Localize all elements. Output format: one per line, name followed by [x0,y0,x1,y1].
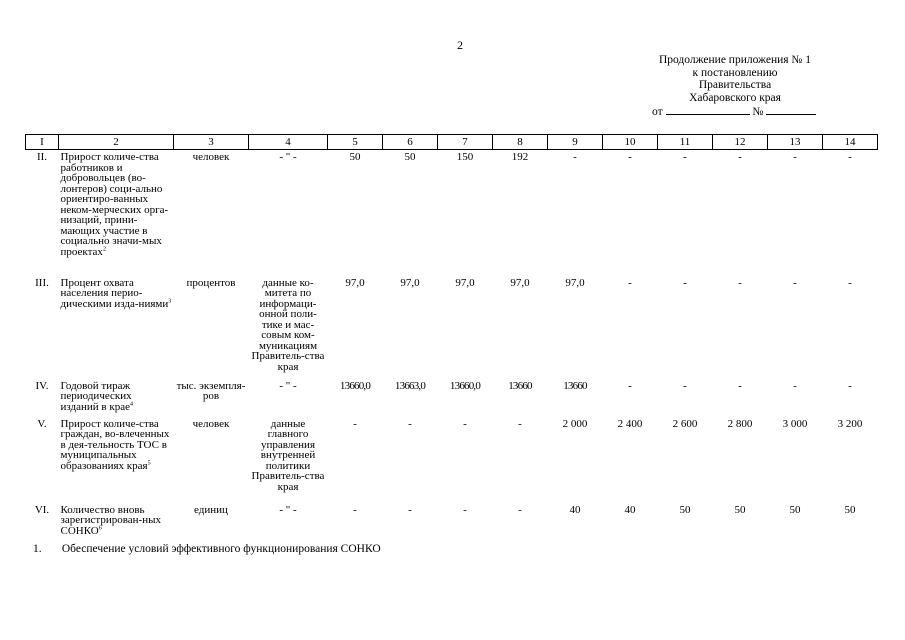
indicator-name-text: Количество вновь зарегистрирован-ных СОНКО [60,503,161,537]
value-cell: 50 [404,151,416,163]
table-row [26,379,878,417]
value-cell: 13660,0 [449,379,481,392]
value-cell: - [793,379,797,392]
value-cell: 2 400 [617,417,643,430]
value-cell: - [848,379,852,392]
value-cell: 13660 [508,379,532,392]
footnote-mark: 3 [168,297,172,304]
table-row [26,417,878,503]
value-cell: 150 [456,151,474,163]
value-cell: - [793,151,797,163]
column-header: 10 [603,135,658,150]
value-cell: 40 [624,503,636,516]
value-cell: - [683,379,687,392]
indicator-name-text: Прирост количе-ства граждан, во-влеченных в дея-тельность ТОС в муниципальных образованиях края [60,417,170,472]
header-line-2: к постановлению [692,66,778,79]
row-number: VI. [34,503,50,516]
value-cell: - [463,503,467,516]
column-header: 7 [438,135,493,150]
table-row [26,503,878,541]
unit: человек [192,151,230,163]
footnote-mark: 4 [129,400,133,407]
indicator-name [59,379,174,417]
column-header: 5 [328,135,383,150]
value-cell: 2 800 [727,417,753,430]
approval-header [640,54,830,119]
data-source: - " - [279,503,297,516]
indicator-name [59,150,174,276]
value-cell: 97,0 [510,276,530,289]
indicator-name [59,417,174,503]
value-cell: - [683,276,687,289]
value-cell: 50 [844,503,856,516]
date-blank [666,104,750,115]
value-cell: - [518,417,522,430]
data-source: - " - [279,379,297,392]
column-header: 2 [59,135,174,150]
value-cell: - [518,503,522,516]
value-cell: - [408,417,412,430]
value-cell: - [848,276,852,289]
value-cell: - [848,151,852,163]
table-row [26,276,878,379]
indicator-name [59,276,174,379]
value-cell: - [628,379,632,392]
header-line-1: Продолжение приложения № 1 [658,54,812,66]
value-cell: - [463,417,467,430]
header-line-3: Правительства [698,79,772,91]
page-number: 2 [457,38,463,52]
value-cell: 13663,0 [394,379,426,392]
unit: человек [192,417,230,430]
value-cell: - [353,417,357,430]
unit: тыс. экземпля-ров [176,379,246,402]
value-cell: - [408,503,412,516]
column-header: I [26,135,59,150]
column-header: 6 [383,135,438,150]
row-number: V. [37,417,47,430]
number-label: № [752,106,764,118]
value-cell: 3 200 [837,417,863,430]
value-cell: 97,0 [345,276,365,289]
unit: единиц [194,503,228,516]
number-blank [766,104,816,115]
date-number-line [640,104,830,119]
value-cell: - [683,151,687,163]
value-cell: 13660 [563,379,587,392]
value-cell: 97,0 [400,276,420,289]
value-cell: 13660,0 [339,379,371,392]
value-cell: 2 600 [672,417,698,430]
footnote-mark: 2 [102,245,106,252]
value-cell: - [738,151,742,163]
indicators-table [25,134,878,541]
value-cell: - [573,151,577,163]
column-header: 3 [174,135,249,150]
value-cell: 40 [569,503,581,516]
value-cell: - [353,503,357,516]
table-row [26,150,878,276]
section-heading [33,543,381,555]
section-number: 1. [33,543,42,555]
value-cell: - [738,276,742,289]
value-cell: 50 [349,151,361,163]
column-header: 14 [823,135,878,150]
value-cell: 192 [511,151,529,163]
header-line-4: Хабаровского края [689,91,781,104]
value-cell: - [738,379,742,392]
value-cell: 97,0 [455,276,475,289]
indicator-name [59,503,174,541]
value-cell: 2 000 [562,417,588,430]
column-header: 12 [713,135,768,150]
value-cell: 50 [789,503,801,516]
unit: процентов [186,276,236,289]
column-header: 8 [493,135,548,150]
value-cell: 97,0 [565,276,585,289]
row-number: II. [36,151,48,163]
value-cell: 50 [734,503,746,516]
value-cell: 3 000 [782,417,808,430]
value-cell: - [628,151,632,163]
value-cell: - [628,276,632,289]
column-header: 4 [249,135,328,150]
section-title: Обеспечение условий эффективного функционирования СОНКО [61,543,381,555]
indicator-name-text: Годовой тираж периодических изданий в крае [60,379,132,413]
column-header: 13 [768,135,823,150]
data-source: данные главного управления внутренней политики Правитель-ства края [251,417,325,493]
data-source: - " - [279,151,297,163]
indicator-name-text: Процент охвата населения перио-дическими изда-ниями [60,276,169,310]
value-cell: 50 [679,503,691,516]
footnote-mark: 6 [98,524,102,531]
data-source: данные ко-митета по информаци-онной поли-тике и мас-совым ком-муникациям Правитель-ства края [251,276,325,373]
column-header: 9 [548,135,603,150]
from-label: от [652,106,663,118]
row-number: III. [35,276,49,289]
footnote-mark: 5 [147,459,151,466]
column-header: 11 [658,135,713,150]
column-numbers-row [26,135,878,150]
indicator-name-text: Прирост количе-ства работников и добровольцев (во-лонтеров) соци-ально ориентиро-ванных неком-мерческих орга-низаций, прини-мающих участие в социально значи-мых проектах [60,151,169,258]
value-cell: - [793,276,797,289]
row-number: IV. [35,379,49,392]
